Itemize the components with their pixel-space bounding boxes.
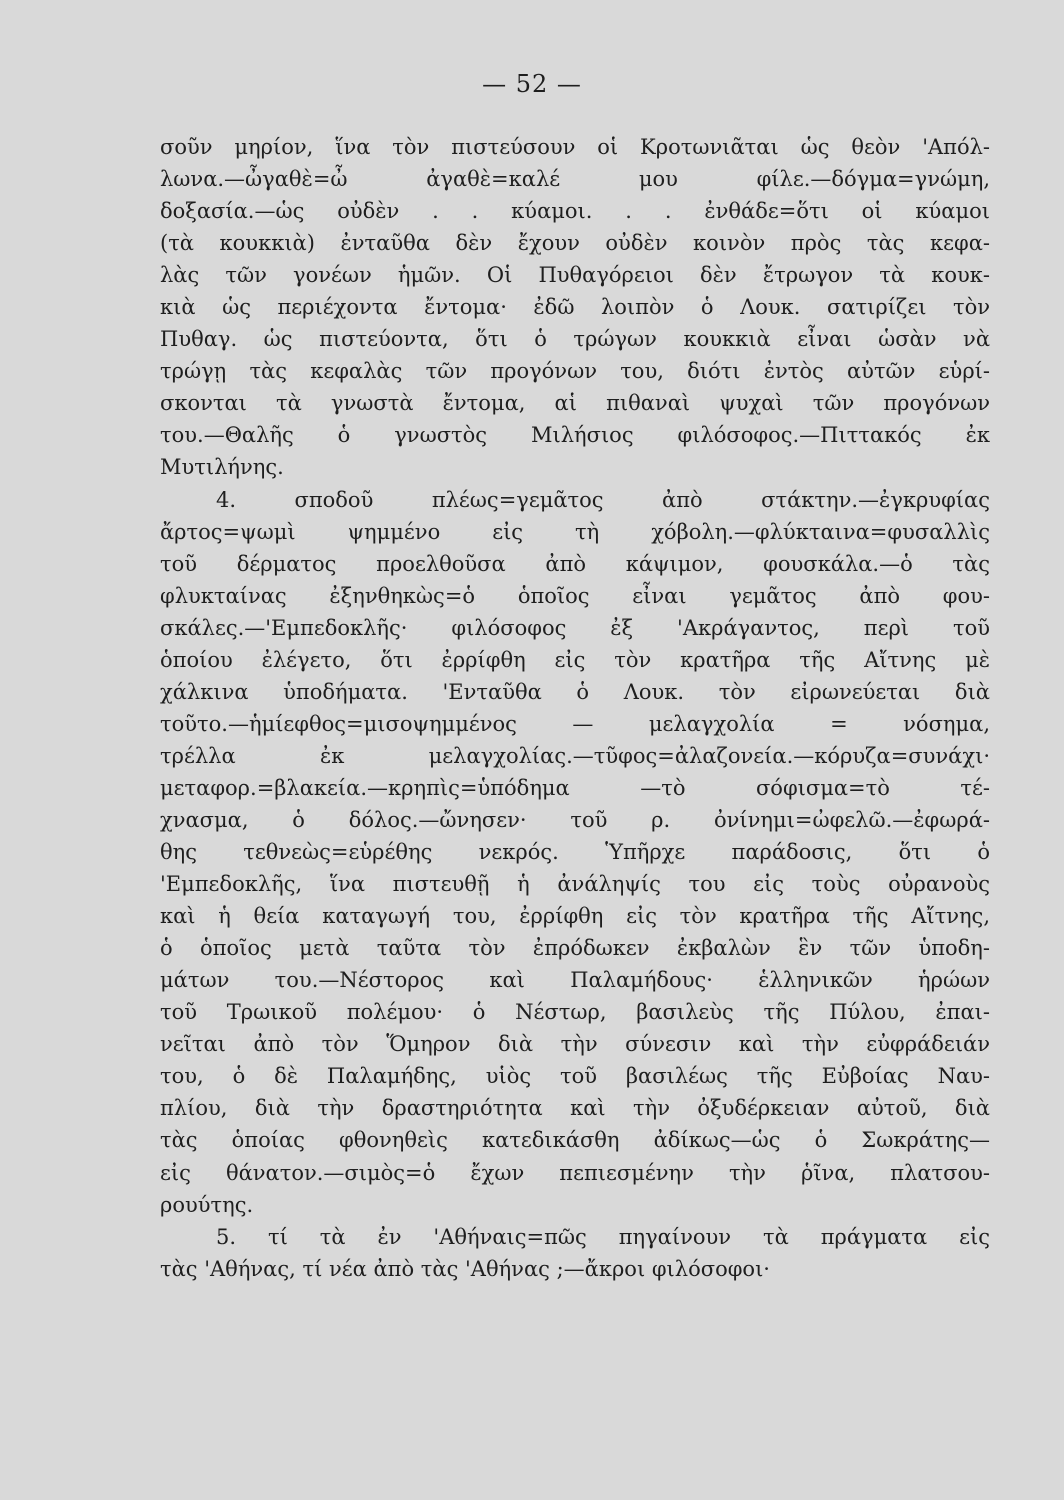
text-line: καὶ ἡ θεία καταγωγή του, ἐρρίφθη εἰς τὸν κρατῆρα τῆς Αἴτνης, (160, 904, 990, 929)
text-line: πλίου, διὰ τὴν δραστηριότητα καὶ τὴν ὀξυδέρκειαν αὐτοῦ, διὰ (160, 1096, 990, 1121)
text-line: ὁ ὁποῖος μετὰ ταῦτα τὸν ἐπρόδωκεν ἐκβαλὼν ἓν τῶν ὑποδη- (160, 936, 990, 961)
text-line: νεῖται ἀπὸ τὸν Ὅμηρον διὰ τὴν σύνεσιν καὶ τὴν εὐφράδειάν (160, 1032, 990, 1057)
text-line: σοῦν μηρίον, ἵνα τὸν πιστεύσουν οἱ Κροτωνιᾶται ὡς θεὸν 'Απόλ- (160, 135, 990, 159)
text-line: εἰς θάνατον.—σιμὸς=ὁ ἔχων πεπιεσμένην τὴν ῥῖνα, πλατσου- (160, 1160, 990, 1185)
text-line: 4. σποδοῦ πλέως=γεμᾶτος ἀπὸ στάκτην.—ἐγκρυφίας (216, 487, 990, 512)
text-line: ρουύτης. (160, 1192, 254, 1217)
text-line: 'Εμπεδοκλῆς, ἵνα πιστευθῇ ἡ ἀνάληψίς του εἰς τοὺς οὐρανοὺς (160, 872, 990, 897)
text-line: λὰς τῶν γονέων ἡμῶν. Οἱ Πυθαγόρειοι δὲν ἔτρωγον τὰ κουκ- (160, 263, 990, 288)
text-line: του, ὁ δὲ Παλαμήδης, υἱὸς τοῦ βασιλέως τῆς Εὐβοίας Ναυ- (160, 1064, 990, 1089)
text-line: χνασμα, ὁ δόλος.—ὤνησεν· τοῦ ρ. ὀνίνημι=ὠφελῶ.—ἐφωρά- (160, 807, 990, 832)
text-line: κιὰ ὡς περιέχοντα ἔντομα· ἐδῶ λοιπὸν ὁ Λουκ. σατιρίζει τὸν (160, 295, 990, 320)
text-line: του.—Θαλῆς ὁ γνωστὸς Μιλήσιος φιλόσοφος.—Πιττακός ἐκ (160, 423, 990, 448)
text-line: σκονται τὰ γνωστὰ ἔντομα, αἱ πιθαναὶ ψυχαὶ τῶν προγόνων (160, 391, 990, 416)
text-line: ὁποίου ἐλέγετο, ὅτι ἐρρίφθη εἰς τὸν κρατῆρα τῆς Αἴτνης μὲ (160, 647, 990, 672)
text-line: δοξασία.—ὡς οὐδὲν . . κύαμοι. . . ἐνθάδε=ὅτι οἱ κύαμοι (160, 199, 990, 224)
text-line: μάτων του.—Νέστορος καὶ Παλαμήδους· ἑλληνικῶν ἡρώων (160, 968, 990, 993)
text-line: τὰς 'Αθήνας, τί νέα ἀπὸ τὰς 'Αθήνας ;—ἄκροι φιλόσοφοι· (160, 1256, 770, 1281)
text-line: λωνα.—ὦγαθὲ=ὦ ἀγαθὲ=καλέ μου φίλε.—δόγμα=γνώμη, (160, 167, 990, 192)
text-line: μεταφορ.=βλακεία.—κρηπὶς=ὑπόδημα —τὸ σόφισμα=τὸ τέ- (160, 775, 990, 800)
text-line: φλυκταίνας ἐξηνθηκὼς=ὁ ὁποῖος εἶναι γεμᾶτος ἀπὸ φου- (160, 583, 990, 608)
text-line: τὰς ὁποίας φθονηθεὶς κατεδικάσθη ἀδίκως—ὡς ὁ Σωκράτης— (160, 1128, 990, 1153)
page-number: — 52 — (482, 70, 582, 98)
text-line: θης τεθνεὼς=εὑρέθης νεκρός. Ὑπῆρχε παράδοσις, ὅτι ὁ (160, 840, 990, 865)
text-line: τοῦ δέρματος προελθοῦσα ἀπὸ κάψιμον, φουσκάλα.—ὁ τὰς (160, 551, 990, 576)
text-line: τρώγῃ τὰς κεφαλὰς τῶν προγόνων του, διότι ἐντὸς αὐτῶν εὑρί- (160, 359, 990, 384)
text-line: ἄρτος=ψωμὶ ψημμένο εἰς τὴ χόβολη.—φλύκταινα=φυσαλλὶς (160, 519, 990, 544)
text-line: Πυθαγ. ὡς πιστεύοντα, ὅτι ὁ τρώγων κουκκιὰ εἶναι ὡσὰν νὰ (160, 327, 990, 352)
text-line: χάλκινα ὑποδήματα. 'Ενταῦθα ὁ Λουκ. τὸν εἰρωνεύεται διὰ (160, 679, 990, 704)
text-line: 5. τί τὰ ἐν 'Αθήναις=πῶς πηγαίνουν τὰ πράγματα εἰς (216, 1224, 990, 1249)
text-line: σκάλες.—'Εμπεδοκλῆς· φιλόσοφος ἐξ 'Ακράγαντος, περὶ τοῦ (160, 615, 990, 640)
commentary-text (160, 131, 990, 1285)
text-line: τρέλλα ἐκ μελαγχολίας.—τῦφος=ἀλαζονεία.—κόρυζα=συνάχι· (160, 743, 990, 768)
text-line: τοῦτο.—ἡμίεφθος=μισοψημμένος — μελαγχολία = νόσημα, (160, 711, 990, 736)
text-line: τοῦ Τρωικοῦ πολέμου· ὁ Νέστωρ, βασιλεὺς τῆς Πύλου, ἐπαι- (160, 1000, 990, 1025)
text-line: Μυτιλήνης. (160, 455, 284, 480)
text-line: (τὰ κουκκιὰ) ἐνταῦθα δὲν ἔχουν οὐδὲν κοινὸν πρὸς τὰς κεφα- (160, 231, 990, 256)
